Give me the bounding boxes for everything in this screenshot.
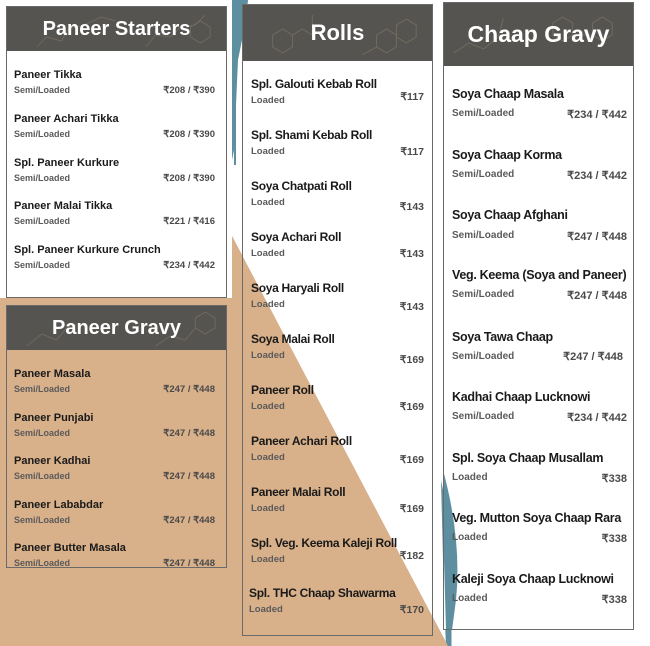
item-price: ₹247 / ₹448 bbox=[163, 384, 215, 395]
section-title: Paneer Starters bbox=[42, 18, 191, 40]
item-type: Loaded bbox=[452, 593, 488, 604]
item-type: Semi/Loaded bbox=[14, 515, 71, 525]
item-name: Paneer Achari Roll bbox=[251, 434, 352, 448]
item-price: ₹338 bbox=[601, 594, 627, 606]
item-name: Soya Chaap Korma bbox=[452, 148, 562, 162]
item-price: ₹234 / ₹442 bbox=[567, 412, 627, 424]
item-name: Soya Achari Roll bbox=[251, 230, 342, 244]
item-type: Loaded bbox=[251, 95, 285, 106]
item-name: Soya Chatpati Roll bbox=[251, 179, 352, 193]
item-type: Semi/Loaded bbox=[14, 129, 71, 139]
item-type: Semi/Loaded bbox=[14, 260, 71, 270]
item-price: ₹247 / ₹448 bbox=[163, 471, 215, 482]
item-price: ₹117 bbox=[400, 146, 424, 158]
item-price: ₹208 / ₹390 bbox=[163, 85, 215, 96]
item-type: Semi/Loaded bbox=[452, 230, 515, 241]
section-title: Paneer Gravy bbox=[52, 317, 181, 339]
item-name: Paneer Butter Masala bbox=[14, 542, 126, 554]
item-name: Spl. Soya Chaap Musallam bbox=[452, 451, 604, 465]
section-paneer-gravy bbox=[6, 305, 227, 568]
section-header bbox=[243, 5, 432, 61]
item-name: Spl. Galouti Kebab Roll bbox=[251, 77, 377, 91]
item-name: Paneer Tikka bbox=[14, 69, 82, 81]
item-price: ₹221 / ₹416 bbox=[163, 216, 215, 227]
item-name: Kaleji Soya Chaap Lucknowi bbox=[452, 572, 614, 586]
item-name: Spl. Paneer Kurkure bbox=[14, 157, 120, 169]
section-chaap-gravy bbox=[443, 2, 634, 630]
item-name: Spl. Paneer Kurkure Crunch bbox=[14, 244, 161, 256]
item-price: ₹338 bbox=[601, 533, 627, 545]
item-type: Loaded bbox=[251, 299, 285, 310]
item-type: Loaded bbox=[251, 503, 285, 514]
item-name: Spl. Veg. Keema Kaleji Roll bbox=[251, 536, 397, 550]
item-type: Loaded bbox=[249, 604, 283, 615]
item-type: Semi/Loaded bbox=[14, 384, 71, 394]
section-header bbox=[444, 3, 633, 66]
item-price: ₹247 / ₹448 bbox=[567, 290, 627, 302]
item-price: ₹247 / ₹448 bbox=[163, 428, 215, 439]
section-header bbox=[7, 7, 226, 51]
item-name: Kadhai Chaap Lucknowi bbox=[452, 390, 591, 404]
item-type: Semi/Loaded bbox=[452, 351, 515, 362]
item-type: Loaded bbox=[251, 554, 285, 565]
item-price: ₹169 bbox=[399, 454, 424, 466]
item-price: ₹247 / ₹448 bbox=[563, 351, 623, 363]
item-name: Veg. Mutton Soya Chaap Rara bbox=[452, 511, 622, 525]
item-type: Loaded bbox=[251, 197, 285, 208]
item-type: Semi/Loaded bbox=[452, 411, 515, 422]
item-price: ₹143 bbox=[399, 301, 424, 313]
item-price: ₹208 / ₹390 bbox=[163, 129, 215, 140]
section-header bbox=[7, 306, 226, 350]
item-name: Paneer Lababdar bbox=[14, 499, 104, 511]
item-name: Paneer Achari Tikka bbox=[14, 113, 119, 125]
item-type: Semi/Loaded bbox=[452, 289, 515, 300]
item-name: Soya Haryali Roll bbox=[251, 281, 344, 295]
item-price: ₹338 bbox=[601, 473, 627, 485]
item-price: ₹143 bbox=[399, 248, 424, 260]
item-name: Paneer Malai Tikka bbox=[14, 200, 113, 212]
item-price: ₹143 bbox=[399, 201, 424, 213]
item-type: Semi/Loaded bbox=[14, 428, 71, 438]
item-price: ₹170 bbox=[399, 604, 424, 616]
item-price: ₹169 bbox=[399, 354, 424, 366]
item-name: Soya Malai Roll bbox=[251, 332, 335, 346]
item-price: ₹182 bbox=[399, 550, 424, 562]
item-type: Loaded bbox=[251, 248, 285, 259]
item-name: Spl. Shami Kebab Roll bbox=[251, 128, 373, 142]
item-name: Paneer Masala bbox=[14, 368, 91, 380]
item-type: Loaded bbox=[452, 472, 488, 483]
item-type: Loaded bbox=[251, 401, 285, 412]
item-name: Paneer Kadhai bbox=[14, 455, 91, 467]
item-type: Loaded bbox=[251, 146, 285, 157]
item-price: ₹234 / ₹442 bbox=[567, 109, 627, 121]
item-price: ₹247 / ₹448 bbox=[163, 558, 215, 569]
section-rolls bbox=[242, 4, 433, 636]
item-name: Soya Chaap Masala bbox=[452, 87, 564, 101]
item-price: ₹117 bbox=[400, 91, 424, 103]
section-title: Rolls bbox=[310, 20, 365, 45]
item-price: ₹208 / ₹390 bbox=[163, 173, 215, 184]
item-type: Loaded bbox=[452, 532, 488, 543]
item-name: Spl. THC Chaap Shawarma bbox=[249, 586, 396, 600]
item-name: Soya Tawa Chaap bbox=[452, 330, 553, 344]
section-paneer-starters bbox=[6, 6, 227, 298]
item-type: Semi/Loaded bbox=[14, 85, 71, 95]
item-name: Veg. Keema (Soya and Paneer) bbox=[452, 268, 627, 282]
item-name: Soya Chaap Afghani bbox=[452, 208, 568, 222]
item-name: Paneer Malai Roll bbox=[251, 485, 346, 499]
item-price: ₹247 / ₹448 bbox=[567, 231, 627, 243]
item-type: Semi/Loaded bbox=[452, 169, 515, 180]
item-type: Semi/Loaded bbox=[14, 216, 71, 226]
item-type: Semi/Loaded bbox=[14, 173, 71, 183]
item-price: ₹247 / ₹448 bbox=[163, 515, 215, 526]
item-price: ₹234 / ₹442 bbox=[567, 170, 627, 182]
item-type: Loaded bbox=[251, 350, 285, 361]
item-price: ₹169 bbox=[399, 503, 424, 515]
item-name: Paneer Roll bbox=[251, 383, 314, 397]
item-name: Paneer Punjabi bbox=[14, 412, 94, 424]
item-type: Semi/Loaded bbox=[14, 471, 71, 481]
item-price: ₹169 bbox=[399, 401, 424, 413]
item-type: Loaded bbox=[251, 452, 285, 463]
section-title: Chaap Gravy bbox=[467, 21, 610, 47]
item-price: ₹234 / ₹442 bbox=[163, 260, 215, 271]
item-type: Semi/Loaded bbox=[452, 108, 515, 119]
item-type: Semi/Loaded bbox=[14, 558, 71, 568]
